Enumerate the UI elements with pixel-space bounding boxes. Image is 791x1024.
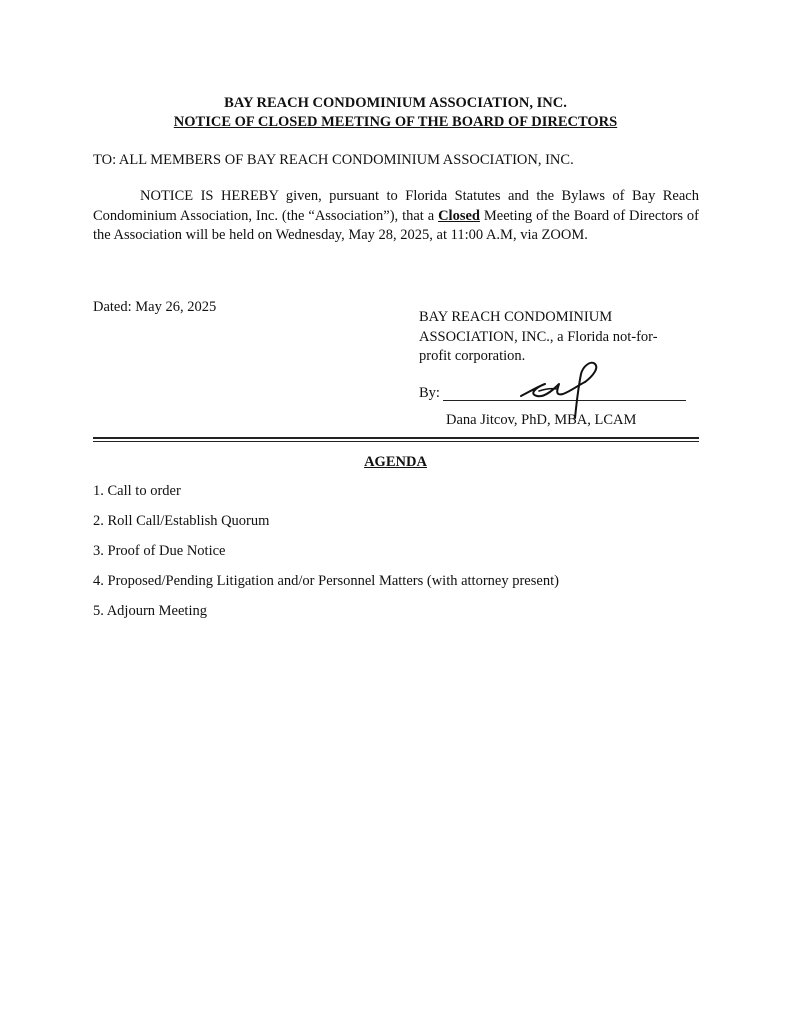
agenda-item: 4. Proposed/Pending Litigation and/or Personnel Matters (with attorney present)	[93, 573, 559, 589]
association-name-heading: BAY REACH CONDOMINIUM ASSOCIATION, INC.	[224, 95, 567, 111]
notice-paragraph	[93, 187, 699, 246]
agenda-item: 5. Adjourn Meeting	[93, 603, 207, 619]
agenda-item: 3. Proof of Due Notice	[93, 543, 226, 559]
notice-text-before: NOTICE IS HEREBY given, pursuant to Florida Statutes and the Bylaws of Bay Reach Condominium Association, Inc. (the “Association”), that a	[93, 188, 699, 224]
org-line-1: BAY REACH CONDOMINIUM	[419, 309, 613, 325]
section-divider	[93, 437, 699, 442]
dated-line: Dated: May 26, 2025	[93, 299, 217, 315]
agenda-item: 1. Call to order	[93, 483, 181, 499]
by-label: By:	[419, 385, 440, 401]
recipients-line: TO: ALL MEMBERS OF BAY REACH CONDOMINIUM ASSOCIATION, INC.	[93, 152, 574, 168]
org-line-3: profit corporation.	[419, 348, 526, 364]
org-line-2: ASSOCIATION, INC., a Florida not-for-	[419, 328, 658, 345]
agenda-item: 2. Roll Call/Establish Quorum	[93, 513, 270, 529]
notice-closed-emphasis: Closed	[438, 207, 480, 224]
notice-title-heading: NOTICE OF CLOSED MEETING OF THE BOARD OF DIRECTORS	[173, 114, 618, 130]
agenda-heading: AGENDA	[364, 454, 427, 470]
notice-text-after: Meeting of the Board of Directors of the Association will be held on Wednesday, May 28, 2025, at 11:00 A.M, via ZOOM.	[93, 207, 699, 243]
signer-name: Dana Jitcov, PhD, MBA, LCAM	[446, 412, 637, 428]
agenda-list	[93, 482, 559, 632]
